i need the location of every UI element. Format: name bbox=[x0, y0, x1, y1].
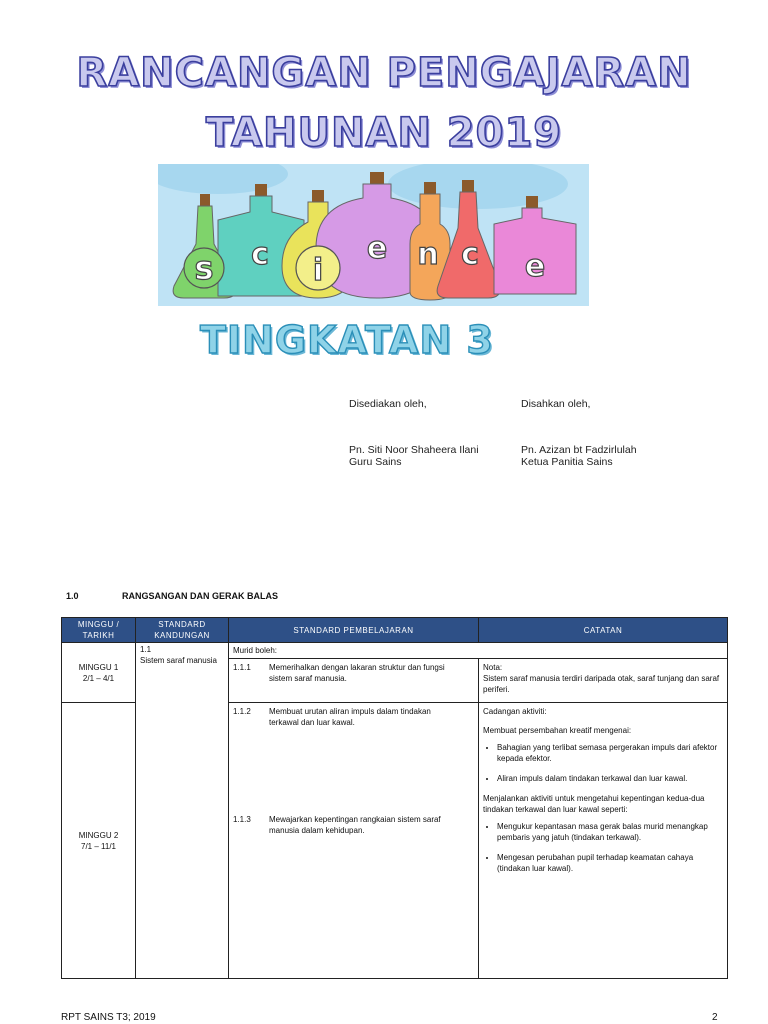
science-banner-image bbox=[158, 164, 589, 306]
sp-cell bbox=[229, 703, 479, 979]
table-header-row bbox=[62, 618, 728, 643]
activity-list bbox=[483, 821, 723, 874]
rpt-table bbox=[61, 617, 728, 979]
header-standard-kandungan: STANDARD KANDUNGAN bbox=[136, 618, 229, 643]
section-heading bbox=[66, 591, 278, 601]
sp-code: 1.1.1 bbox=[233, 663, 251, 672]
sp-cell bbox=[229, 659, 479, 703]
header-catatan: CATATAN bbox=[479, 618, 728, 643]
prepared-by-role: Guru Sains bbox=[349, 456, 402, 468]
banner-letter: n bbox=[417, 237, 439, 272]
activity-intro: Menjalankan aktiviti untuk mengetahui kepentingan kedua-dua tindakan terkawal dan luar kawal seperti: bbox=[483, 794, 705, 814]
sp-text: Mewajarkan kepentingan rangkaian sistem saraf manusia dalam kehidupan. bbox=[269, 815, 441, 835]
document-subtitle: TINGKATAN 3 bbox=[200, 318, 494, 362]
banner-letter: i bbox=[312, 253, 324, 288]
section-title: RANGSANGAN DAN GERAK BALAS bbox=[122, 591, 279, 601]
sk-code: 1.1 bbox=[140, 645, 152, 654]
list-item: • Aliran impuls dalam tindakan terkawal dan luar kawal. bbox=[497, 773, 723, 784]
page-number: 2 bbox=[712, 1012, 718, 1023]
sp-code: 1.1.2 bbox=[233, 707, 251, 716]
catatan-cell bbox=[479, 659, 728, 703]
activity-list bbox=[483, 742, 723, 784]
nota-label: Nota: bbox=[483, 663, 503, 672]
murid-boleh-cell: Murid boleh: bbox=[229, 643, 728, 659]
approved-by-label: Disahkan oleh, bbox=[521, 398, 591, 410]
document-title-line1: RANCANGAN PENGAJARAN bbox=[76, 50, 692, 96]
nota-text: Sistem saraf manusia terdiri daripada otak, saraf tunjang dan saraf periferi. bbox=[483, 674, 720, 694]
document-title-line2: TAHUNAN 2019 bbox=[205, 110, 563, 156]
prepared-by-label: Disediakan oleh, bbox=[349, 398, 427, 410]
section-number: 1.0 bbox=[66, 591, 79, 601]
sp-text: Membuat urutan aliran impuls dalam tindakan terkawal dan luar kawal. bbox=[269, 707, 431, 727]
list-item: • Bahagian yang terlibat semasa pergerakan impuls dari afektor kepada efektor. bbox=[497, 742, 723, 764]
footer-text: RPT SAINS T3; 2019 bbox=[61, 1012, 156, 1023]
prepared-by-name: Pn. Siti Noor Shaheera Ilani bbox=[349, 444, 479, 456]
list-item: • Mengesan perubahan pupil terhadap keamatan cahaya (tindakan luar kawal). bbox=[497, 852, 723, 874]
table-row bbox=[62, 643, 728, 659]
week2-cell: MINGGU 2 7/1 – 11/1 bbox=[62, 703, 136, 979]
catatan-cell bbox=[479, 703, 728, 979]
list-item: • Mengukur kepantasan masa gerak balas murid menangkap pembaris yang jatuh (tindakan terkawal). bbox=[497, 821, 723, 843]
standard-kandungan-cell bbox=[136, 643, 229, 979]
header-standard-pembelajaran: STANDARD PEMBELAJARAN bbox=[229, 618, 479, 643]
approved-by-role: Ketua Panitia Sains bbox=[521, 456, 613, 468]
banner-letter: e bbox=[366, 231, 388, 266]
banner-letter: c bbox=[461, 237, 479, 272]
header-minggu: MINGGU / TARIKH bbox=[62, 618, 136, 643]
approved-by-name: Pn. Azizan bt Fadzirlulah bbox=[521, 444, 637, 456]
week1-cell: MINGGU 1 2/1 – 4/1 bbox=[62, 643, 136, 703]
activity-intro: Membuat persembahan kreatif mengenai: bbox=[483, 726, 632, 735]
banner-letter: s bbox=[194, 249, 214, 287]
sk-title: Sistem saraf manusia bbox=[140, 656, 217, 665]
sp-text: Memerihalkan dengan lakaran struktur dan fungsi sistem saraf manusia. bbox=[269, 663, 445, 683]
cadangan-label: Cadangan aktiviti: bbox=[483, 707, 547, 716]
banner-letter: c bbox=[251, 237, 269, 272]
sp-code: 1.1.3 bbox=[233, 815, 251, 824]
banner-letter: e bbox=[524, 249, 546, 284]
